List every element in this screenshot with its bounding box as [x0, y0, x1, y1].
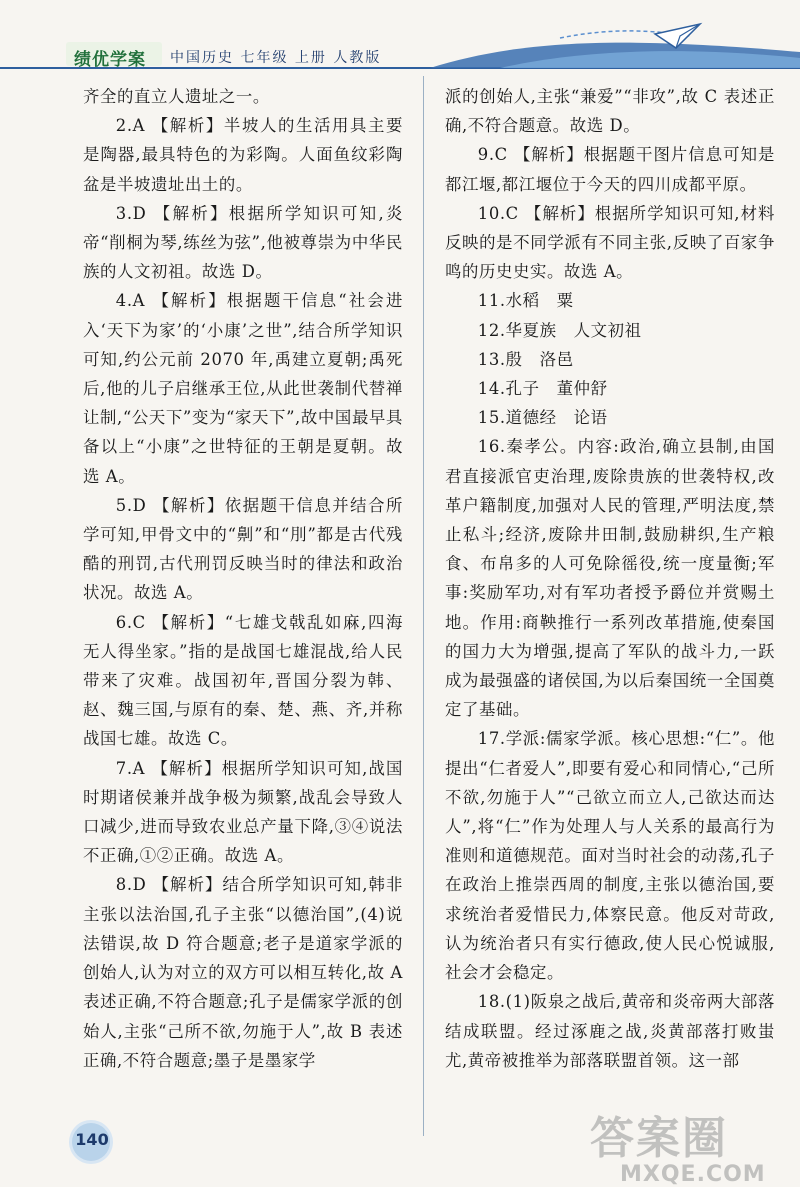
- answer-paragraph: 13.殷 洛邑: [477, 349, 574, 369]
- answer-paragraph: 16.秦孝公。内容:政治,确立县制,由国君直接派官吏治理,废除贵族的世袭特权,改革户籍制度,加强对人民的管理,严明法度,禁止私斗;经济,废除井田制,鼓励耕织,生产粮食、布帛多的人可免除徭役,统一度量衡;军事:奖励军功,对有军功者授予爵位并赏赐土地。作用:商鞅推行一系列改革措施,使秦国的国力大为增强,提高了军队的战斗力,一跃成为最强盛的诸侯国,为以后秦国统一全国奠定了基础。: [445, 437, 775, 720]
- answer-paragraph: 派的创始人,主张“兼爱”“非攻”,故 C 表述正确,不符合题意。故选 D。: [445, 87, 775, 136]
- page-header: [0, 0, 800, 80]
- watermark-url: MXQE.COM: [620, 1162, 766, 1187]
- column-divider: [423, 76, 424, 1136]
- book-subtitle: 中国历史 七年级 上册 人教版: [170, 50, 382, 66]
- answer-paragraph: 10.C 【解析】根据所学知识可知,材料反映的是不同学派有不同主张,反映了百家争鸣的历史史实。故选 A。: [445, 203, 775, 282]
- answer-paragraph: 7.A 【解析】根据所学知识可知,战国时期诸侯兼并战争极为频繁,战乱会导致人口减少,进而导致农业总产量下降,③④说法不正确,①②正确。故选 A。: [83, 758, 403, 866]
- answer-paragraph: 4.A 【解析】根据题干信息“社会进入‘天下为家’的‘小康’之世”,结合所学知识可知,约公元前 2070 年,禹建立夏朝;禹死后,他的儿子启继承王位,从此世袭制代替禅让制,“公天下”变为“家天下”,故中国最早具备以上“小康”之世特征的王朝是夏朝。故选 A。: [83, 291, 403, 486]
- answer-paragraph: 8.D 【解析】结合所学知识可知,韩非主张以法治国,孔子主张“以德治国”,(4)说法错误,故 D 符合题意;老子是道家学派的创始人,认为对立的双方可以相互转化,故 A 表述正确,不符合题意;孔子是儒家学派的创始人,主张“己所不欲,勿施于人”,故 B 表述正确,不符合题意;墨子是墨家学: [83, 875, 403, 1070]
- answer-paragraph: 齐全的直立人遗址之一。: [83, 87, 270, 106]
- answer-paragraph: 11.水稻 粟: [477, 291, 574, 311]
- answer-paragraph: 2.A 【解析】半坡人的生活用具主要是陶器,最具特色的为彩陶。人面鱼纹彩陶盆是半坡遗址出土的。: [83, 116, 403, 194]
- watermark-logo: 答案圈: [590, 1113, 728, 1164]
- answer-paragraph: 6.C 【解析】“七雄戈戟乱如麻,四海无人得坐家。”指的是战国七雄混战,给人民带来了灾难。战国初年,晋国分裂为韩、赵、魏三国,与原有的秦、楚、燕、齐,并称战国七雄。故选 C。: [83, 612, 403, 749]
- answer-paragraph: 14.孔子 董仲舒: [477, 379, 608, 399]
- answer-paragraph: 18.(1)阪泉之战后,黄帝和炎帝两大部落结成联盟。经过涿鹿之战,炎黄部落打败蚩尤,黄帝被推举为部落联盟首领。这一部: [445, 992, 775, 1070]
- answer-paragraph: 12.华夏族 人文初祖: [477, 320, 642, 340]
- answer-paragraph: 15.道德经 论语: [477, 408, 608, 428]
- answer-paragraph: 5.D 【解析】依据题干信息并结合所学可知,甲骨文中的“劓”和“刖”都是古代残酷的刑罚,古代刑罚反映当时的律法和政治状况。故选 A。: [83, 495, 403, 603]
- answer-paragraph: 3.D 【解析】根据所学知识可知,炎帝“削桐为琴,练丝为弦”,他被尊崇为中华民族的人文初祖。故选 D。: [83, 203, 403, 282]
- answer-paragraph: 17.学派:儒家学派。核心思想:“仁”。他提出“仁者爱人”,即要有爱心和同情心,“己所不欲,勿施于人”“己欲立而立人,己欲达而达人”,将“仁”作为处理人与人关系的最高行为准则和道德规范。面对当时社会的动荡,孔子在政治上推崇西周的制度,主张以德治国,要求统治者爱惜民力,体察民意。他反对苛政,认为统治者只有实行德政,使人民心悦诚服,社会才会稳定。: [445, 729, 775, 983]
- watermark: [590, 1102, 766, 1187]
- answer-paragraph: 9.C 【解析】根据题干图片信息可知是都江堰,都江堰位于今天的四川成都平原。: [445, 145, 775, 194]
- page-number: 140: [75, 1130, 109, 1149]
- right-column: [445, 82, 775, 1075]
- left-column: [83, 82, 403, 1075]
- brand-logo: 绩优学案: [74, 50, 146, 70]
